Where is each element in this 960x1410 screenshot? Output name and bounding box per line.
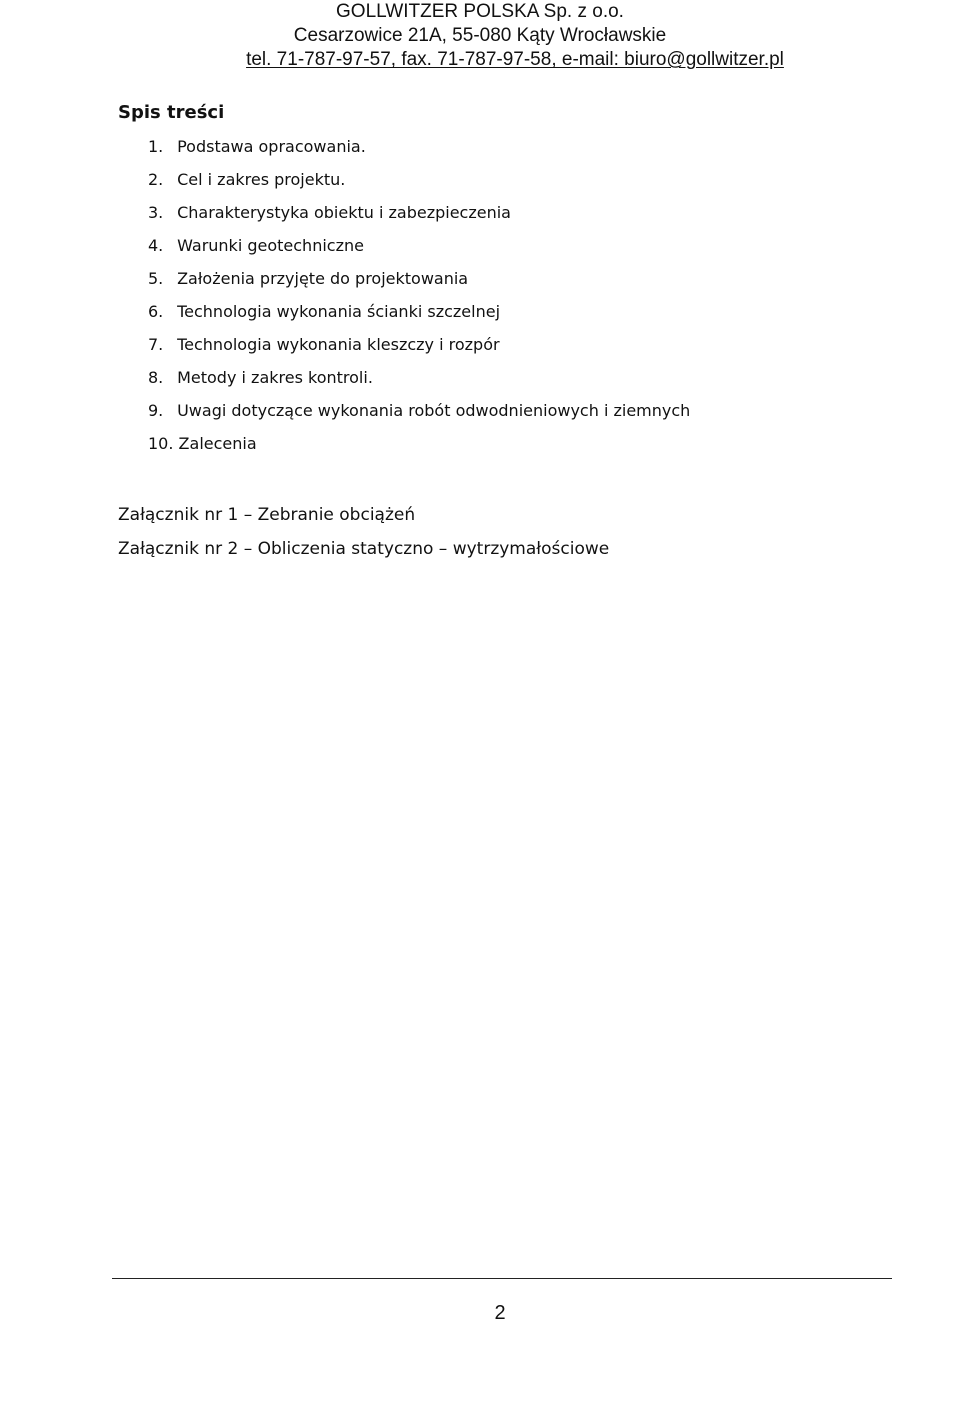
toc-item bbox=[148, 299, 690, 332]
toc-item-label: Zalecenia bbox=[178, 434, 257, 453]
company-name: GOLLWITZER POLSKA Sp. z o.o. bbox=[336, 1, 624, 22]
toc-item bbox=[148, 398, 690, 431]
toc-item-number: 7. bbox=[148, 335, 164, 354]
toc-item bbox=[148, 167, 690, 200]
toc-item bbox=[148, 134, 690, 167]
toc-item-label: Metody i zakres kontroli. bbox=[177, 368, 373, 387]
annex-item: Załącznik nr 1 – Zebranie obciążeń bbox=[118, 505, 416, 525]
toc-item-label: Technologia wykonania kleszczy i rozpór bbox=[177, 335, 500, 354]
annex-item: Załącznik nr 2 – Obliczenia statyczno – wytrzymałościowe bbox=[118, 539, 610, 559]
company-address: Cesarzowice 21A, 55-080 Kąty Wrocławskie bbox=[293, 25, 667, 46]
toc-item-label: Charakterystyka obiektu i zabezpieczenia bbox=[177, 203, 511, 222]
annex-list bbox=[118, 502, 609, 570]
toc-item-label: Cel i zakres projektu. bbox=[177, 170, 346, 189]
toc-item-label: Podstawa opracowania. bbox=[177, 137, 366, 156]
toc-item-label: Założenia przyjęte do projektowania bbox=[177, 269, 469, 288]
footer-divider bbox=[112, 1278, 892, 1279]
toc-item-number: 5. bbox=[148, 269, 164, 288]
toc-item-number: 1. bbox=[148, 137, 164, 156]
page-number: 2 bbox=[494, 1302, 506, 1324]
toc-item-number: 2. bbox=[148, 170, 164, 189]
toc-item-number: 3. bbox=[148, 203, 164, 222]
toc-item bbox=[148, 365, 690, 398]
toc-item-number: 8. bbox=[148, 368, 164, 387]
toc-item bbox=[148, 431, 690, 464]
toc-item-number: 10. bbox=[148, 434, 174, 453]
toc-item-number: 9. bbox=[148, 401, 164, 420]
company-contact: tel. 71-787-97-57, fax. 71-787-97-58, e-mail: biuro@gollwitzer.pl bbox=[246, 49, 784, 70]
toc-item bbox=[148, 200, 690, 233]
toc-item bbox=[148, 332, 690, 365]
toc-item-number: 4. bbox=[148, 236, 164, 255]
toc-item-label: Warunki geotechniczne bbox=[177, 236, 364, 255]
toc-item bbox=[148, 266, 690, 299]
toc-item-label: Technologia wykonania ścianki szczelnej bbox=[177, 302, 501, 321]
toc-item-label: Uwagi dotyczące wykonania robót odwodnieniowych i ziemnych bbox=[177, 401, 691, 420]
table-of-contents bbox=[148, 134, 690, 464]
toc-item bbox=[148, 233, 690, 266]
toc-title: Spis treści bbox=[118, 102, 225, 123]
toc-item-number: 6. bbox=[148, 302, 164, 321]
letterhead bbox=[0, 0, 960, 72]
